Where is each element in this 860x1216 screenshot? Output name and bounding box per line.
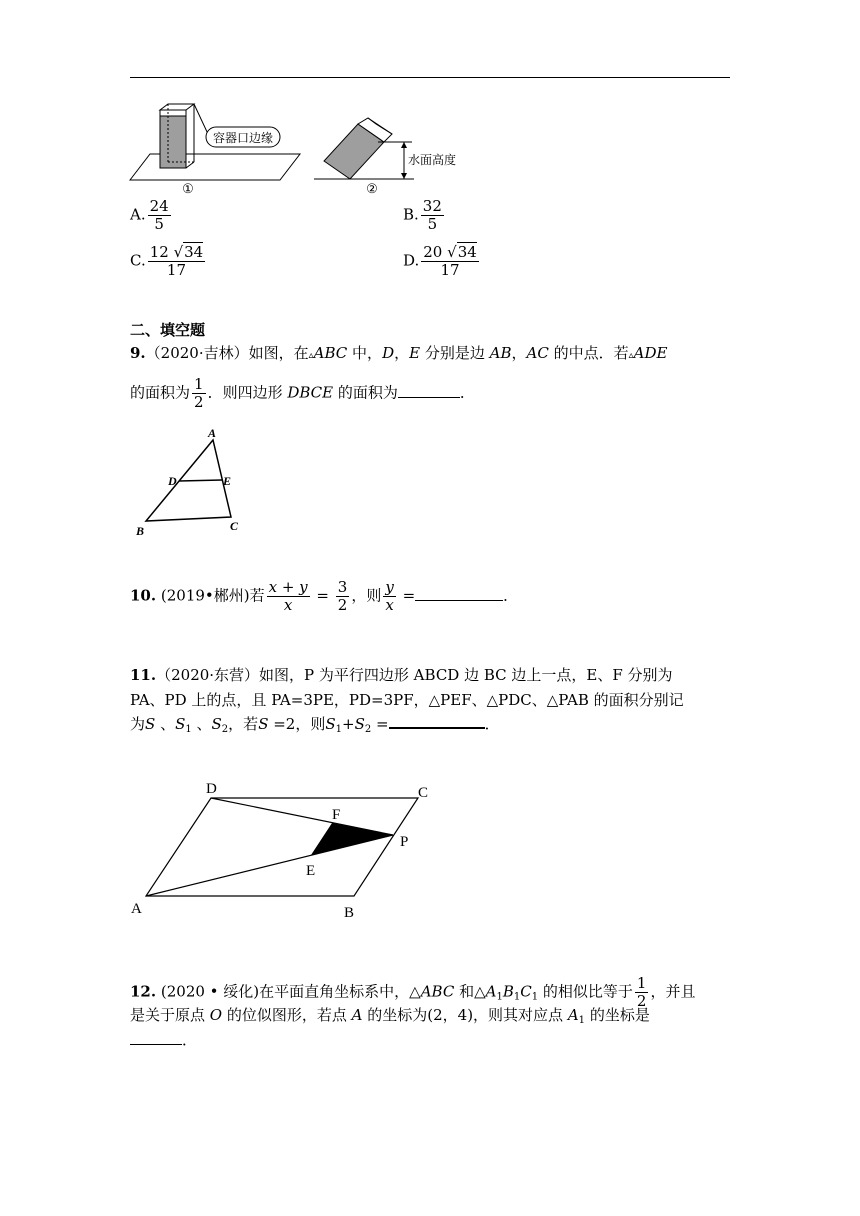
option-d-letter: D. <box>403 251 420 270</box>
option-a-numerator: 24 <box>149 197 169 215</box>
q10-query-fraction <box>383 579 395 614</box>
q11-label-p: P <box>400 834 409 850</box>
q11-text-b: PA、PD 上的点，且 PA=3PE，PD=3PF，△PEF、△PDC、△PAB 的面积分别记 <box>130 691 684 709</box>
q11-s4-sub: 1 <box>335 724 343 735</box>
q12-c1: C <box>520 982 532 1001</box>
q11-s: S <box>145 715 156 733</box>
q9-text-g: 的面积为 <box>333 383 398 402</box>
q12-c1-sub: 1 <box>531 991 539 1003</box>
q9-fraction <box>192 376 206 411</box>
option-c <box>130 244 207 279</box>
q11-label-b: B <box>344 905 355 921</box>
q11-text-g: =2，则 <box>268 715 326 733</box>
q9-frac-den: 2 <box>194 393 204 411</box>
q11-s5-sub: 2 <box>364 724 372 735</box>
option-d-fraction: $\frac{20 √34}{17}$ <box>423 243 477 279</box>
q12-answer-blank[interactable] <box>130 1044 182 1045</box>
q11-text-e: 、 <box>191 715 212 733</box>
q11-line3 <box>130 714 500 740</box>
q11-segment-dp <box>211 798 393 835</box>
box-edge-2 <box>186 162 194 168</box>
q9-end: ． <box>459 383 475 402</box>
q12-frac-den: 2 <box>636 992 647 1010</box>
q12-frac-num: 1 <box>636 974 647 992</box>
option-c-fraction: $\frac{12 √34}{17}$ <box>149 243 204 279</box>
q11-line2 <box>130 690 684 710</box>
q10-end: ． <box>503 586 519 605</box>
q12-number: 12. <box>130 982 157 1001</box>
header-rule <box>130 77 730 78</box>
q9-answer-blank[interactable] <box>398 397 460 398</box>
arrow-top <box>401 142 407 148</box>
option-c-letter: C. <box>130 251 146 270</box>
q11-label-f: F <box>332 807 341 823</box>
q12-text-c: 的相似比等于 <box>538 982 633 1001</box>
q12-a2-sub: 1 <box>578 1015 586 1026</box>
option-c-coefficient: 12 <box>149 243 169 261</box>
pointer-line <box>194 104 208 134</box>
q12-end: ． <box>182 1031 198 1049</box>
q11-text-d: 、 <box>155 715 176 733</box>
option-d <box>403 244 481 279</box>
q12-o: O <box>209 1006 223 1024</box>
q11-number: 11. <box>130 666 157 684</box>
section-title: 二、填空题 <box>130 321 206 339</box>
option-c-denominator: 17 <box>166 261 187 279</box>
q11-s5: S <box>354 715 365 733</box>
q9-ab: AB <box>489 344 512 362</box>
option-a-denominator: 5 <box>154 215 164 233</box>
q12-line2 <box>130 1005 650 1031</box>
q11-answer-blank[interactable] <box>389 727 485 729</box>
base-plate <box>130 154 300 180</box>
option-d-radicand: 34 <box>457 243 477 261</box>
q12-b1: B <box>502 982 514 1001</box>
q9-segment-de <box>179 480 222 481</box>
q11-s2-sub: 2 <box>221 724 229 735</box>
q9-e: E <box>409 344 421 362</box>
q10-eq2: = <box>397 586 416 605</box>
container-figure <box>128 98 478 198</box>
q11-s3: S <box>258 715 269 733</box>
q11-label-d: D <box>206 781 217 797</box>
q10-number: 10. <box>130 586 157 605</box>
q11-text-c: 为 <box>130 715 146 733</box>
q9-label-a: A <box>208 426 217 440</box>
q11-text-a: （2020·东营）如图，P 为平行四边形 ABCD 边 BC 边上一点，E、F 分别为 <box>156 666 673 684</box>
q9-label-c: C <box>230 519 239 533</box>
q12-text-b: 和△ <box>454 982 486 1001</box>
q9-dbce: DBCE <box>287 383 334 402</box>
q10-rhs-den: 2 <box>337 596 348 614</box>
q11-segment-ap <box>146 835 393 896</box>
caption-1: ① <box>182 181 194 196</box>
q12-text-d: ，并且 <box>650 982 696 1001</box>
q12-text-f: 的位似图形，若点 <box>222 1006 352 1024</box>
q10-eq: = <box>311 586 334 605</box>
q11-label-e: E <box>306 863 316 879</box>
q11-s1: S <box>175 715 186 733</box>
option-d-coefficient: 20 <box>423 243 443 261</box>
q9-sep: ， <box>394 344 410 362</box>
q10-text-b: ，则 <box>351 586 382 605</box>
q12-line3 <box>130 1030 197 1050</box>
q12-abc: ABC <box>420 982 455 1001</box>
q9-d: D <box>382 344 395 362</box>
option-c-radicand: 34 <box>184 243 204 261</box>
q10-rhs-fraction <box>336 579 350 614</box>
q10-lhs-fraction <box>267 579 310 614</box>
option-a <box>130 198 173 233</box>
q10-lhs-num: x + y <box>268 578 308 596</box>
option-a-letter: A. <box>130 205 146 224</box>
q12-a1: A <box>485 982 497 1001</box>
q11-s2: S <box>211 715 222 733</box>
q10-query-num: y <box>385 578 394 596</box>
option-b-denominator: 5 <box>427 215 438 233</box>
q9-text-e: 的面积为 <box>130 383 191 402</box>
q9-label-e: E <box>223 474 232 488</box>
box-top <box>160 104 194 110</box>
q9-triangle-symbol: ▵ <box>308 350 314 361</box>
q11-s1-sub: 1 <box>185 724 192 735</box>
option-d-denominator: 17 <box>440 261 460 279</box>
q9-text-d: 的中点．若 <box>548 344 629 362</box>
q11-end: ． <box>484 715 500 733</box>
q11-plus: + <box>342 715 355 733</box>
q11-parallelogram-figure <box>126 775 446 925</box>
q12-text-h: 的坐标是 <box>585 1006 650 1024</box>
q9-text-a: （2020·吉林）如图，在 <box>145 344 309 362</box>
option-b-numerator: 32 <box>422 197 442 215</box>
water-fill-1 <box>160 116 186 168</box>
q11-s4: S <box>325 715 336 733</box>
q9-ade: ADE <box>633 344 668 362</box>
q9-ac: AC <box>526 344 549 362</box>
label-rim: 容器口边缘 <box>212 131 274 145</box>
q11-triangle-pef <box>311 823 393 855</box>
q9-triangle-figure <box>130 425 250 540</box>
q9-label-b: B <box>136 524 145 538</box>
caption-2: ② <box>366 181 378 196</box>
q12-a: A <box>351 1006 363 1024</box>
q9-triangle-symbol-2: ▵ <box>628 350 634 361</box>
q9-text-f: ．则四边形 <box>207 383 288 402</box>
option-b-letter: B. <box>403 205 419 224</box>
q9-number: 9. <box>130 344 146 362</box>
q9-line1 <box>130 343 667 366</box>
q9-line2 <box>130 376 475 411</box>
q11-line1 <box>130 665 673 685</box>
q9-frac-num: 1 <box>194 375 204 393</box>
q9-text-b: 中， <box>347 344 383 362</box>
q10-rhs-num: 3 <box>337 578 348 596</box>
q11-text-h: = <box>371 715 389 733</box>
label-water-height: 水面高度 <box>408 153 457 167</box>
q12-b1-sub: 1 <box>513 991 521 1003</box>
q9-text-c: 分别是边 <box>420 344 490 362</box>
q11-label-a: A <box>131 901 142 917</box>
q9-sep2: ， <box>511 344 527 362</box>
q12-a2: A <box>567 1006 579 1024</box>
q12-text-e: 是关于原点 <box>130 1006 210 1024</box>
q10-lhs-den: x <box>283 596 293 614</box>
q9-abc: ABC <box>313 344 348 362</box>
arrow-bottom <box>401 173 407 179</box>
q10-text-a: (2019•郴州)若 <box>156 586 265 605</box>
q10-line <box>130 579 518 614</box>
q11-label-c: C <box>418 785 429 801</box>
q10-answer-blank[interactable] <box>415 600 503 601</box>
option-b-fraction <box>421 198 444 233</box>
q10-query-den: x <box>385 596 394 614</box>
q9-label-d: D <box>168 474 177 488</box>
q11-text-f: ，若 <box>228 715 259 733</box>
q12-text-g: 的坐标为(2，4)，则其对应点 <box>362 1006 568 1024</box>
q12-a1-sub: 1 <box>496 991 503 1003</box>
option-b <box>403 198 446 233</box>
option-a-fraction <box>148 198 171 233</box>
q12-text-a: (2020 • 绥化)在平面直角坐标系中，△ <box>156 982 421 1001</box>
